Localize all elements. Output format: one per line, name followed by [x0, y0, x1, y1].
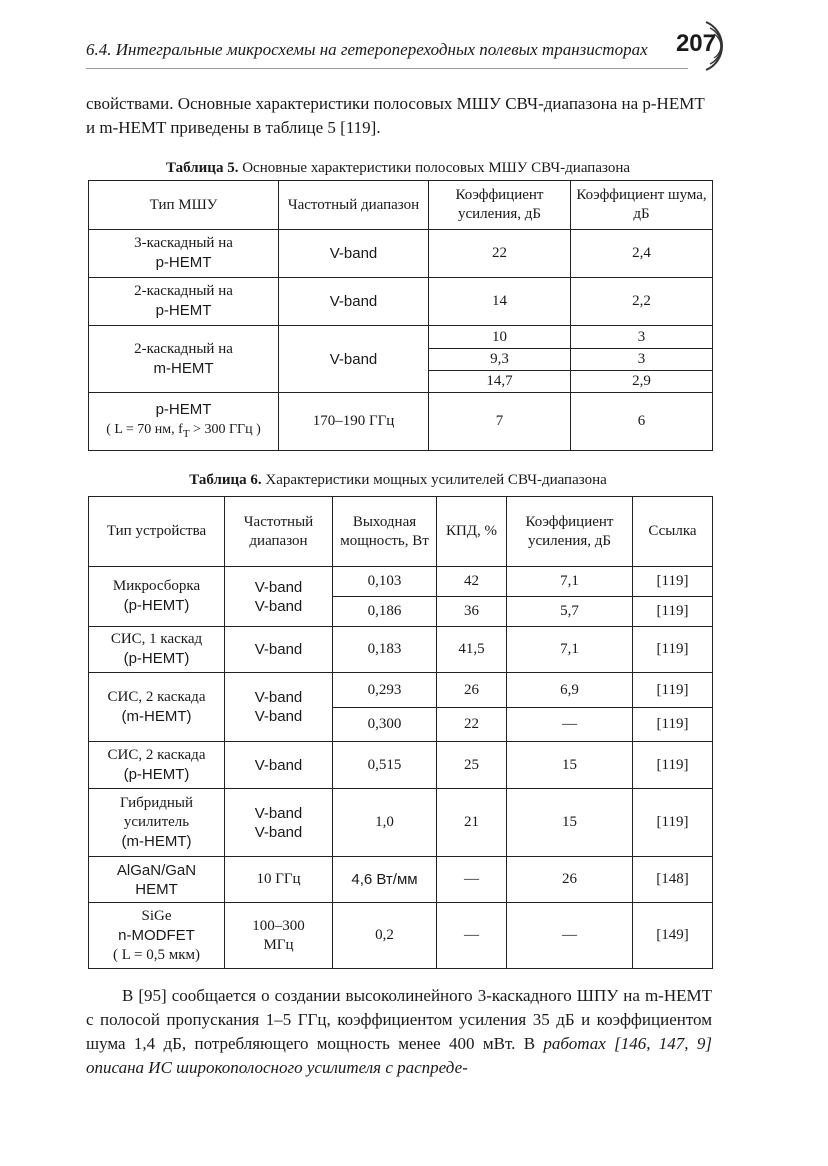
device-type-cell: SiGe n-MODFET ( L = 0,5 мкм): [89, 903, 225, 969]
gain-cell: 7,1: [507, 627, 633, 673]
efficiency-cell: 21: [437, 789, 507, 857]
noise-cell: 3: [571, 349, 713, 371]
reference-cell: [119]: [633, 789, 713, 857]
gain-cell: —: [507, 708, 633, 742]
table5-caption-text: Основные характеристики полосовых МШУ СВЧ-диапазона: [238, 160, 630, 176]
column-header: Тип устройства: [89, 497, 225, 567]
efficiency-cell: 36: [437, 597, 507, 627]
device-type-cell: СИС, 1 каскад (p-HEMT): [89, 627, 225, 673]
band-cell: V-band V-band: [225, 789, 333, 857]
reference-cell: [119]: [633, 627, 713, 673]
header-rule: [86, 68, 688, 69]
noise-cell: 2,4: [571, 230, 713, 278]
gain-cell: 14: [429, 278, 571, 326]
power-cell: 0,515: [333, 742, 437, 789]
device-type-cell: AlGaN/GaN HEMT: [89, 857, 225, 903]
running-title: 6.4. Интегральные микросхемы на гетеропереходных полевых транзисторах: [86, 40, 648, 59]
power-cell: 0,103: [333, 567, 437, 597]
band-cell: V-band: [225, 627, 333, 673]
noise-cell: 6: [571, 393, 713, 451]
reference-cell: [119]: [633, 708, 713, 742]
power-cell: 0,300: [333, 708, 437, 742]
gain-cell: 26: [507, 857, 633, 903]
column-header: Коэффициент усиления, дБ: [507, 497, 633, 567]
band-cell: 100–300 МГц: [225, 903, 333, 969]
table6-caption: [86, 472, 710, 489]
gain-cell: —: [507, 903, 633, 969]
table5-caption-label: Таблица 5.: [165, 160, 239, 176]
efficiency-cell: 25: [437, 742, 507, 789]
table6-caption-label: Таблица 6.: [189, 472, 262, 488]
column-header: Выходная мощность, Вт: [333, 497, 437, 567]
noise-cell: 3: [571, 326, 713, 349]
band-cell: V-band: [225, 742, 333, 789]
band-cell: V-band V-band: [225, 567, 333, 627]
column-header: Коэффициент усиления, дБ: [429, 181, 571, 230]
closing-paragraph: [86, 984, 712, 1080]
table-row: [89, 673, 713, 708]
column-header: Тип МШУ: [89, 181, 279, 230]
column-header: Частотный диапазон: [279, 181, 429, 230]
reference-cell: [119]: [633, 567, 713, 597]
table-row: [89, 627, 713, 673]
band-cell: V-band: [279, 326, 429, 393]
table-header-row: [89, 181, 713, 230]
closing-text-1: В [95] сообщается о создании высоколинейного 3-каскадного ШПУ на m-HEMT с полосой пропускания 1–5 ГГц, коэффициентом усиления 35 дБ и коэффициентом шума 1,4 дБ, потребляющего мощность менее 400 мВт. В: [86, 986, 712, 1053]
table-row: [89, 789, 713, 857]
column-header: Коэффициент шума, дБ: [571, 181, 713, 230]
table-row: [89, 857, 713, 903]
gain-cell: 14,7: [429, 371, 571, 393]
table-row: [89, 326, 713, 349]
reference-cell: [119]: [633, 742, 713, 789]
lna-type-cell: 3-каскадный на p-HEMT: [89, 230, 279, 278]
band-cell: 170–190 ГГц: [279, 393, 429, 451]
intro-paragraph: свойствами. Основные характеристики полосовых МШУ СВЧ-диапазона на p-HEMT и m-HEMT приведены в таблице 5 [119].: [86, 94, 705, 137]
noise-cell: 2,9: [571, 371, 713, 393]
power-cell: 0,2: [333, 903, 437, 969]
table-row: [89, 278, 713, 326]
efficiency-cell: 42: [437, 567, 507, 597]
band-cell: V-band: [279, 278, 429, 326]
gain-cell: 22: [429, 230, 571, 278]
power-cell: 0,183: [333, 627, 437, 673]
column-header: КПД, %: [437, 497, 507, 567]
table6-caption-text: Характеристики мощных усилителей СВЧ-диапазона: [261, 472, 607, 488]
table6: [88, 496, 713, 969]
reference-cell: [148]: [633, 857, 713, 903]
gain-cell: 6,9: [507, 673, 633, 708]
gain-cell: 15: [507, 789, 633, 857]
column-header: Ссылка: [633, 497, 713, 567]
power-cell: 0,293: [333, 673, 437, 708]
reference-cell: [119]: [633, 597, 713, 627]
table-row: [89, 903, 713, 969]
band-cell: V-band V-band: [225, 673, 333, 742]
power-cell: 4,6 Вт/мм: [333, 857, 437, 903]
table-row: [89, 742, 713, 789]
reference-cell: [119]: [633, 673, 713, 708]
device-type-cell: СИС, 2 каскада (m-HEMT): [89, 673, 225, 742]
lna-type-cell: 2-каскадный на p-HEMT: [89, 278, 279, 326]
noise-cell: 2,2: [571, 278, 713, 326]
efficiency-cell: 22: [437, 708, 507, 742]
power-cell: 0,186: [333, 597, 437, 627]
gain-cell: 7: [429, 393, 571, 451]
reference-cell: [149]: [633, 903, 713, 969]
efficiency-cell: —: [437, 857, 507, 903]
gain-cell: 9,3: [429, 349, 571, 371]
table5: [88, 180, 713, 451]
page-corner-ornament-icon: [700, 18, 740, 74]
gain-cell: 7,1: [507, 567, 633, 597]
gain-cell: 10: [429, 326, 571, 349]
table-row: [89, 567, 713, 597]
lna-type-cell: 2-каскадный на m-HEMT: [89, 326, 279, 393]
device-type-cell: Микросборка (p-HEMT): [89, 567, 225, 627]
device-type-cell: СИС, 2 каскада (p-HEMT): [89, 742, 225, 789]
gain-cell: 5,7: [507, 597, 633, 627]
efficiency-cell: 26: [437, 673, 507, 708]
page-number: 207: [675, 30, 716, 57]
efficiency-cell: 41,5: [437, 627, 507, 673]
band-cell: V-band: [279, 230, 429, 278]
power-cell: 1,0: [333, 789, 437, 857]
table-row: [89, 393, 713, 451]
closing-text-2: работах [146, 147, 9] описана ИС широкополосного усилителя с распреде-: [86, 1034, 713, 1077]
lna-type-cell: p-HEMT ( L = 70 нм, $f_T > 300$ ГГц ): [89, 393, 279, 451]
table-row: [89, 230, 713, 278]
table-header-row: [89, 497, 713, 567]
band-cell: 10 ГГц: [225, 857, 333, 903]
gain-cell: 15: [507, 742, 633, 789]
column-header: Частотный диапазон: [225, 497, 333, 567]
running-header: [86, 30, 716, 66]
efficiency-cell: —: [437, 903, 507, 969]
device-type-cell: Гибридный усилитель (m-HEMT): [89, 789, 225, 857]
table5-caption: [86, 160, 710, 177]
